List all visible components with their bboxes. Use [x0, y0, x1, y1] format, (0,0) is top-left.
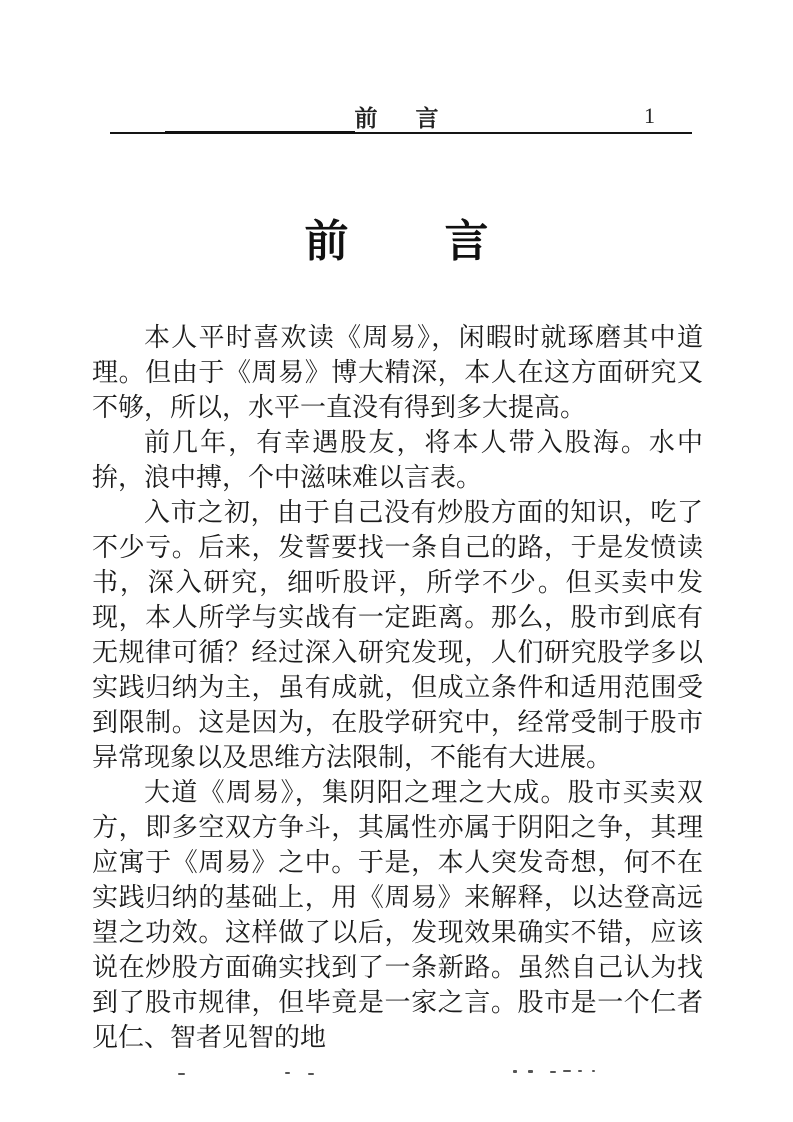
running-header-title — [0, 100, 793, 133]
body-text — [92, 320, 703, 1055]
running-header — [0, 100, 793, 131]
paragraph: 前几年，有幸遇股友，将本人带入股海。水中拚，浪中搏，个中滋味难以言表。 — [92, 428, 703, 492]
paragraph: 本人平时喜欢读《周易》，闲暇时就琢磨其中道理。但由于《周易》博大精深，本人在这方面研究又不够，所以，水平一直没有得到多大提高。 — [92, 323, 703, 422]
chapter-title — [0, 205, 793, 269]
paragraph: 入市之初，由于自己没有炒股方面的知识，吃了不少亏。后来，发誓要找一条自己的路，于是发愤读书，深入研究，细听股评，所学不少。但买卖中发现，本人所学与实战有一定距离。那么，股市到底有无规律可循？经过深入研究发现，人们研究股学多以实践归纳为主，虽有成就，但成立条件和适用范围受到限制。这是因为，在股学研究中，经常受制于股市异常现象以及思维方法限制，不能有大进展。 — [92, 498, 703, 772]
header-rule — [110, 132, 692, 134]
running-header-title-char2: 言 — [415, 106, 439, 131]
chapter-title-char1: 前 — [304, 217, 349, 266]
running-header-title-char1: 前 — [354, 106, 378, 131]
paragraph: 大道《周易》，集阴阳之理之大成。股市买卖双方，即多空双方争斗，其属性亦属于阴阳之争，其理应寓于《周易》之中。于是，本人突发奇想，何不在实践归纳的基础上，用《周易》来解释，以达登高远望之功效。这样做了以后，发现效果确实不错，应该说在炒股方面确实找到了一条新路。虽然自己认为找到了股市规律，但毕竟是一家之言。股市是一个仁者见仁、智者见智的地 — [92, 778, 703, 1052]
page-number: 1 — [644, 103, 655, 128]
chapter-title-char2: 言 — [444, 217, 489, 266]
